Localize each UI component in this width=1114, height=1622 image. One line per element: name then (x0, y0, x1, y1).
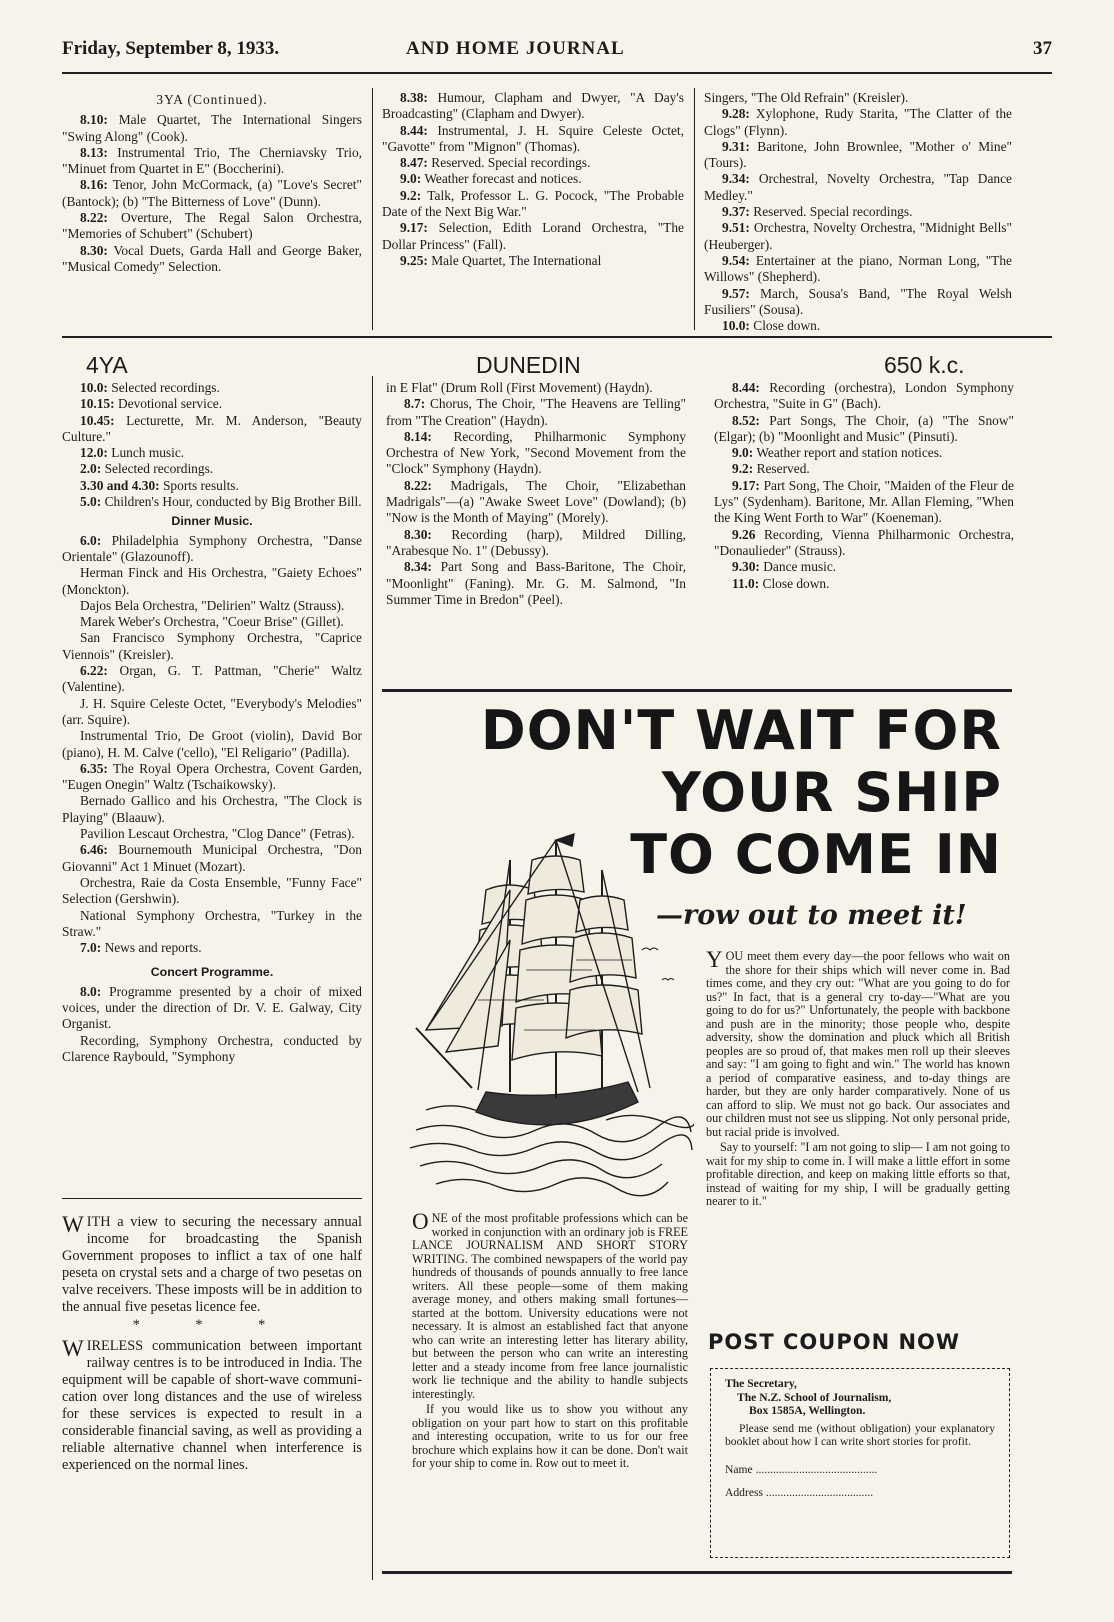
programme-time: 9.31: (722, 138, 750, 154)
advert-subheadline: —row out to meet it! (656, 900, 967, 931)
programme-text: Selection, Edith Lorand Orchestra, "The Dollar Princess" (Fall). (382, 220, 684, 252)
programme-list (62, 112, 362, 275)
programme-item (62, 728, 362, 761)
programme-time: 8.7: (404, 396, 426, 412)
station-frequency: 650 k.c. (884, 352, 965, 378)
programme-time: 8.14: (404, 428, 432, 444)
programme-text: Weather report and station notices. (756, 445, 943, 461)
programme-time: 3.30 and 4.30: (80, 477, 160, 493)
programme-time: 9.17: (732, 477, 760, 493)
programme-item (714, 380, 1014, 413)
programme-time: 9.2: (400, 187, 422, 203)
programme-time: 9.25: (400, 252, 428, 268)
programme-time: 9.51: (722, 220, 750, 236)
programme-time: 9.37: (722, 204, 750, 220)
programme-text: Recording (harp), Mildred Dilling, "Arabesque No. 1" (Debussy). (386, 526, 686, 558)
programme-time: 8.30: (404, 526, 432, 542)
advert-headline-3: TO COME IN (630, 823, 1002, 886)
programme-text: Selected recordings. (104, 461, 214, 477)
programme-item (704, 318, 1012, 334)
advert-body-right: YOU meet them every day—the poor fellows who wait on the shore for their ships which will never come in. Bad times come, and they cry out: "What are you going to do for us?" In fact, that is a general cry to-day—"What are you going to do for us?" Unfortunately, the people with backbone and push are in the minority; those people who, despite adversity, show the domination and pluck which all British peoples are so proud of, that makes men roll up their sleeves and say: "I am going to fight and win." The world has known a period of comparative easiness, and to-day things are harder, but they are only harder comparatively. None of us can afford to slip. We must not go back. Our associates and our children must not see us slipping. Not only personal pride, but racial pride is involved. Say to yourself: "I am not going to slip— I am not going to wait for my ship to come in. I will make a little effort in some profitable direction, and keep on making little efforts so that, instead of waiting for my ship, I will be gradually getting nearer to it." (706, 947, 1010, 1208)
drop-cap: W (62, 1336, 84, 1361)
programme-item (62, 112, 362, 145)
programme-item (62, 533, 362, 566)
programme-text: Devotional service. (117, 396, 223, 412)
programme-item (714, 461, 1014, 477)
programme-text: Close down. (753, 318, 821, 334)
programme-item (62, 908, 362, 941)
programme-item (704, 171, 1012, 204)
programme-item (382, 123, 684, 156)
programme-item (62, 396, 362, 412)
programme-text: Marek Weber's Orchestra, "Coeur Brise" (Gillet). (80, 614, 344, 630)
programme-item (62, 875, 362, 908)
drop-cap: W (62, 1212, 84, 1237)
programme-time: 8.47: (400, 155, 428, 171)
programme-time: 8.52: (732, 412, 760, 428)
programme-time: 8.44: (400, 122, 428, 138)
programme-item (704, 139, 1012, 172)
programme-text: Chorus, The Choir, "The Heavens are Telling" from "The Creation" (Haydn). (386, 396, 686, 428)
advert-headline-2: YOUR SHIP (661, 761, 1002, 824)
programme-list (714, 380, 1014, 592)
notes-rule (62, 1198, 362, 1199)
programme-item (386, 478, 686, 527)
programme-text: Recording, Symphony Orchestra, conducted by Clarence Raybould, "Symphony (62, 1032, 362, 1064)
programme-text: Orchestral, Novelty Orchestra, "Tap Dance Medley." (704, 171, 1012, 203)
programme-time: 9.28: (722, 106, 750, 122)
programme-text: Part Song, The Choir, "Maiden of the Fleur de Lys" (Sydenham). Baritone, Mr. Allan Fleming, "When the King Went Forth to War" (Koeneman). (714, 477, 1014, 526)
programme-text: Tenor, John McCormack, (a) "Love's Secret" (Bantock); (b) "The Bitterness of Love" (Dunn). (62, 177, 362, 209)
advert-body-right-2: Say to yourself: "I am not going to slip— I am not going to wait for my ship to come in. I will make a little effort in some profitable direction, and keep on making little efforts so that, instead of waiting for my ship, I will be gradually getting nearer to it." (706, 1140, 1010, 1208)
programme-text: Selected recordings. (111, 380, 220, 395)
programme-item (62, 761, 362, 794)
programme-time: 8.16: (80, 177, 108, 193)
coupon-address-field[interactable]: Address ..................................... (725, 1486, 874, 1499)
programme-text: Overture, The Regal Salon Orchestra, "Memories of Schubert" (Schubert) (62, 210, 362, 242)
programme-text: The Royal Opera Orchestra, Covent Garden, "Eugen Onegin" Waltz (Tschaikowsky). (62, 760, 362, 793)
programme-item (62, 494, 362, 510)
programme-time: 10.45: (80, 412, 115, 428)
programme-text: Philadelphia Symphony Orchestra, "Danse Orientale" (Glazounoff). (62, 532, 362, 564)
programme-text: Reserved. (756, 461, 810, 477)
programme-text: Dajos Bela Orchestra, "Delirien" Waltz (Strauss). (80, 597, 345, 613)
programme-item (714, 559, 1014, 575)
programme-text: Recording (orchestra), London Symphony Orchestra, "Suite in G" (Bach). (714, 380, 1014, 412)
programme-text: Herman Finck and His Orchestra, "Gaiety Echoes" (Monckton). (62, 565, 362, 597)
programme-time: 5.0: (80, 494, 102, 510)
programme-item (382, 253, 684, 269)
station-call-sign: 4YA (86, 352, 128, 378)
programme-item (62, 598, 362, 614)
programme-time: 8.22: (80, 210, 108, 226)
programme-text: Instrumental Trio, The Cherniavsky Trio, "Minuet from Quartet in E" (Boccherini). (62, 144, 362, 177)
programme-text: Bernado Gallico and his Orchestra, "The Clock is Playing" (Blaauw). (62, 793, 362, 825)
programme-text: J. H. Squire Celeste Octet, "Everybody's Melodies" (arr. Squire). (62, 695, 362, 727)
concert-list (62, 984, 362, 1065)
programme-item (62, 413, 362, 446)
programme-text: Part Songs, The Choir, (a) "The Snow" (Elgar); (b) "Moonlight and Music" (Pinsuti). (714, 412, 1014, 444)
column-divider (372, 376, 373, 1580)
coupon-recipient: The Secretary, (725, 1377, 797, 1390)
programme-time: 9.26 (732, 526, 756, 542)
programme-time: 12.0: (80, 445, 108, 461)
programme-item (386, 429, 686, 478)
programme-item (382, 155, 684, 171)
programme-item (62, 940, 362, 956)
programme-item (382, 188, 684, 221)
dunedin-middle-column (386, 380, 686, 608)
programme-text: Weather forecast and notices. (424, 171, 582, 187)
page-number: 37 (1033, 38, 1052, 59)
programme-time: 8.10: (80, 112, 108, 128)
programme-item (714, 527, 1014, 560)
column-divider (372, 88, 373, 330)
programme-item (714, 413, 1014, 446)
programme-text: Baritone, John Brownlee, "Mother o' Mine" (Tours). (704, 138, 1012, 171)
drop-cap: Y (706, 947, 723, 972)
programme-item (62, 984, 362, 1033)
programme-text: Orchestra, Novelty Orchestra, "Midnight Bells" (Heuberger). (704, 220, 1012, 252)
continued-line: in E Flat" (Drum Roll (First Movement) (Haydn). (386, 380, 653, 395)
programme-item (714, 445, 1014, 461)
programme-time: 10.15: (80, 396, 115, 412)
programme-time: 6.35: (80, 760, 108, 776)
programme-time: 8.30: (80, 242, 108, 258)
programme-item (62, 793, 362, 826)
programme-item (62, 445, 362, 461)
programme-item (62, 210, 362, 243)
programme-item (704, 106, 1012, 139)
programme-time: 8.0: (80, 983, 102, 999)
spain-note: WITH a view to securing the necessary annual income for broadcasting the Spanish Government proposes to inflict a tax of one half peseta on crystal sets and a charge of two pesetas on valve receivers. These imposts will be in addition to the annual five pesetas licence fee. (62, 1212, 362, 1315)
programme-item (62, 177, 362, 210)
advert-body-left-2: If you would like us to show you without any obligation on your part how to start on this profitable and interesting occupation, write to us for our free brochure which explains how it can be done. Don't wait for your ship to come in. Row out to meet it. (412, 1402, 688, 1470)
programme-item (382, 220, 684, 253)
programme-item (62, 826, 362, 842)
programme-time: 9.34: (722, 171, 750, 187)
news-notes (62, 1214, 362, 1474)
programme-text: Lecturette, Mr. M. Anderson, "Beauty Culture." (62, 412, 362, 444)
programme-text: Reserved. Special recordings. (753, 204, 913, 220)
coupon-form[interactable] (710, 1368, 1010, 1558)
coupon-heading: POST COUPON NOW (708, 1330, 961, 1354)
programme-text: Instrumental Trio, De Groot (violin), David Bor (piano), H. M. Calve ('cello), "El Religario" (Padilla). (62, 728, 362, 760)
programme-text: Male Quartet, The International Singers "Swing Along" (Cook). (62, 112, 362, 144)
programme-text: Reserved. Special recordings. (431, 155, 591, 171)
top-column-1 (62, 90, 362, 275)
programme-text: Sports results. (162, 477, 239, 493)
programme-list (704, 106, 1012, 334)
advert-bottom-rule (382, 1571, 1012, 1574)
dinner-music-heading: Dinner Music. (171, 514, 253, 529)
programme-item (62, 461, 362, 477)
programme-text: Organ, G. T. Pattman, "Cherie" Waltz (Valentine). (62, 663, 362, 695)
programme-time: 6.0: (80, 532, 102, 548)
programme-item (714, 478, 1014, 527)
advert-headline-1: DON'T WAIT FOR (480, 699, 1002, 762)
programme-time: 8.44: (732, 380, 760, 395)
sailing-ship-illustration (406, 830, 694, 1202)
programme-item (386, 396, 686, 429)
programme-time: 8.34: (404, 559, 432, 575)
programme-item (386, 559, 686, 608)
programme-time: 2.0: (80, 461, 102, 477)
programme-item (62, 565, 362, 598)
programme-time: 9.57: (722, 285, 750, 301)
top-column-2 (382, 90, 684, 269)
advert-top-rule (382, 689, 1012, 692)
programme-text: Instrumental, J. H. Squire Celeste Octet, "Gavotte" from "Mignon" (Thomas). (382, 122, 684, 154)
programme-item (704, 286, 1012, 319)
coupon-box: Box 1585A, Wellington. (749, 1404, 866, 1417)
programme-text: News and reports. (104, 940, 202, 956)
programme-text: Children's Hour, conducted by Big Brother Bill. (104, 494, 362, 510)
header-rule (62, 72, 1052, 74)
programme-time: 7.0: (80, 940, 102, 956)
programme-item (704, 253, 1012, 286)
programme-item (714, 576, 1014, 592)
programme-time: 10.0: (722, 318, 750, 334)
4ya-column (62, 380, 362, 1065)
column-divider (694, 88, 695, 330)
programme-text: Humour, Clapham and Dwyer, "A Day's Broadcasting" (Clapham and Dwyer). (382, 90, 684, 122)
programme-time: 8.13: (80, 144, 108, 160)
programme-time: 9.17: (400, 220, 428, 236)
programme-text: Orchestra, Raie da Costa Ensemble, "Funny Face" Selection (Gershwin). (62, 874, 362, 907)
programme-item (62, 145, 362, 178)
programme-list (386, 396, 686, 608)
programme-text: Pavilion Lescaut Orchestra, "Clog Dance" (Fetras). (80, 826, 355, 842)
programme-item (382, 171, 684, 187)
programme-item (704, 204, 1012, 220)
programme-text: Bournemouth Municipal Orchestra, "Don Giovanni" Act 1 Minuet (Mozart). (62, 842, 362, 874)
programme-text: Vocal Duets, Garda Hall and George Baker, "Musical Comedy" Selection. (62, 242, 363, 274)
programme-text: Xylophone, Rudy Starita, "The Clatter of the Clogs" (Flynn). (704, 106, 1012, 138)
programme-item (62, 614, 362, 630)
programme-time: 6.22: (80, 663, 108, 679)
programme-text: Madrigals, The Choir, "Elizabethan Madrigals"—(a) "Awake Sweet Love" (Dowland); (b) "Now is the Month of Maying" (Morely). (386, 477, 686, 526)
programme-text: Dance music. (763, 559, 837, 575)
header-journal-title: AND HOME JOURNAL (406, 38, 625, 59)
top-column-3 (704, 90, 1012, 334)
programme-item (62, 663, 362, 696)
programme-text: March, Sousa's Band, "The Royal Welsh Fusiliers" (Sousa). (704, 285, 1012, 317)
programme-item (62, 380, 362, 396)
coupon-request: Please send me (without obligation) your explanatory booklet about how I can write short stories for profit. (725, 1421, 995, 1448)
dunedin-right-column (714, 380, 1014, 592)
programme-text: San Francisco Symphony Orchestra, "Caprice Viennois" (Kreisler). (62, 630, 362, 662)
programme-text: Male Quartet, The International (431, 252, 602, 268)
programme-text: Recording, Vienna Philharmonic Orchestra, "Donaulieder" (Strauss). (714, 526, 1014, 558)
dinner-music-list (62, 533, 362, 957)
section-rule (62, 336, 1052, 338)
section-stars: * * * (132, 1317, 292, 1333)
coupon-name-field[interactable]: Name .......................................... (725, 1462, 878, 1476)
coupon-school: The N.Z. School of Journalism, (737, 1390, 892, 1404)
programme-item (62, 696, 362, 729)
programme-item (382, 90, 684, 123)
section-heading: 3YA (Continued). (156, 92, 268, 107)
programme-time: 6.46: (80, 842, 108, 858)
concert-programme-heading: Concert Programme. (150, 965, 274, 980)
programme-item (62, 1033, 362, 1066)
programme-text: Programme presented by a choir of mixed voices, under the direction of Dr. V. E. Galway, City Organist. (62, 983, 362, 1032)
programme-text: Lunch music. (111, 445, 185, 461)
programme-list (382, 90, 684, 269)
programme-item (62, 630, 362, 663)
continued-line: Singers, "The Old Refrain" (Kreisler). (704, 90, 909, 105)
programme-text: Recording, Philharmonic Symphony Orchestra of New York, "Second Movement from the "Clock" Symphony (Haydn). (386, 428, 686, 477)
programme-item (62, 842, 362, 875)
programme-time: 9.54: (722, 252, 750, 268)
programme-text: Part Song and Bass-Baritone, The Choir, "Moonlight" (Faning). Mr. G. M. Salmond, "In Summer Time in Bredon" (Peel). (386, 559, 686, 607)
header-date: Friday, September 8, 1933. (62, 38, 280, 59)
programme-time: 9.0: (732, 445, 754, 461)
programme-text: National Symphony Orchestra, "Turkey in the Straw." (62, 907, 362, 939)
programme-text: Close down. (762, 575, 830, 591)
programme-time: 9.2: (732, 461, 754, 477)
programme-item (62, 243, 362, 276)
drop-cap: O (412, 1209, 429, 1234)
programme-list (62, 380, 362, 510)
programme-text: Entertainer at the piano, Norman Long, "The Willows" (Shepherd). (704, 252, 1012, 285)
programme-time: 8.22: (404, 477, 432, 493)
programme-text: Talk, Professor L. G. Pocock, "The Probable Date of the Next Big War." (382, 187, 684, 220)
programme-item (62, 478, 362, 494)
programme-time: 9.30: (732, 559, 760, 575)
programme-time: 8.38: (400, 90, 428, 105)
programme-item (386, 527, 686, 560)
programme-time: 9.0: (400, 171, 422, 187)
india-note: WIRELESS communication between important railway centres is to be introduced in India. The equipment will be capable of short-wave communication over long distances and the use of wireless for these services is expected to result in a considerable financial saving, as well as providing a reliable alternative channel when interference is experienced on the normal lines. (62, 1336, 362, 1473)
programme-time: 10.0: (80, 380, 108, 395)
programme-time: 11.0: (732, 575, 760, 591)
advert-body-left: ONE of the most profitable professions which can be worked in conjunction with an ordinary job is FREE LANCE JOURNALISM AND SHORT STORY WRITING. The combined newspapers of the world pay hundreds of thousands of pounds annually to free lance writers. All these people—some of them making average money, and others making small fortunes—started at the bottom. University educations were not necessary. It is almost an established fact that anyone who can write an interesting letter has literary ability, but between the person who can write an interesting letter and a steady income from free lance journalistic work lie technique and the ability to handle subjects interestingly. If you would like us to show you without any obligation on your part how to start on this profitable and interesting occupation, write to us for our free brochure which explains how it can be done. Don't wait for your ship to come in. Row out to meet it. (412, 1209, 688, 1470)
page-header (62, 38, 1052, 68)
station-city: DUNEDIN (476, 352, 581, 378)
programme-item (704, 220, 1012, 253)
